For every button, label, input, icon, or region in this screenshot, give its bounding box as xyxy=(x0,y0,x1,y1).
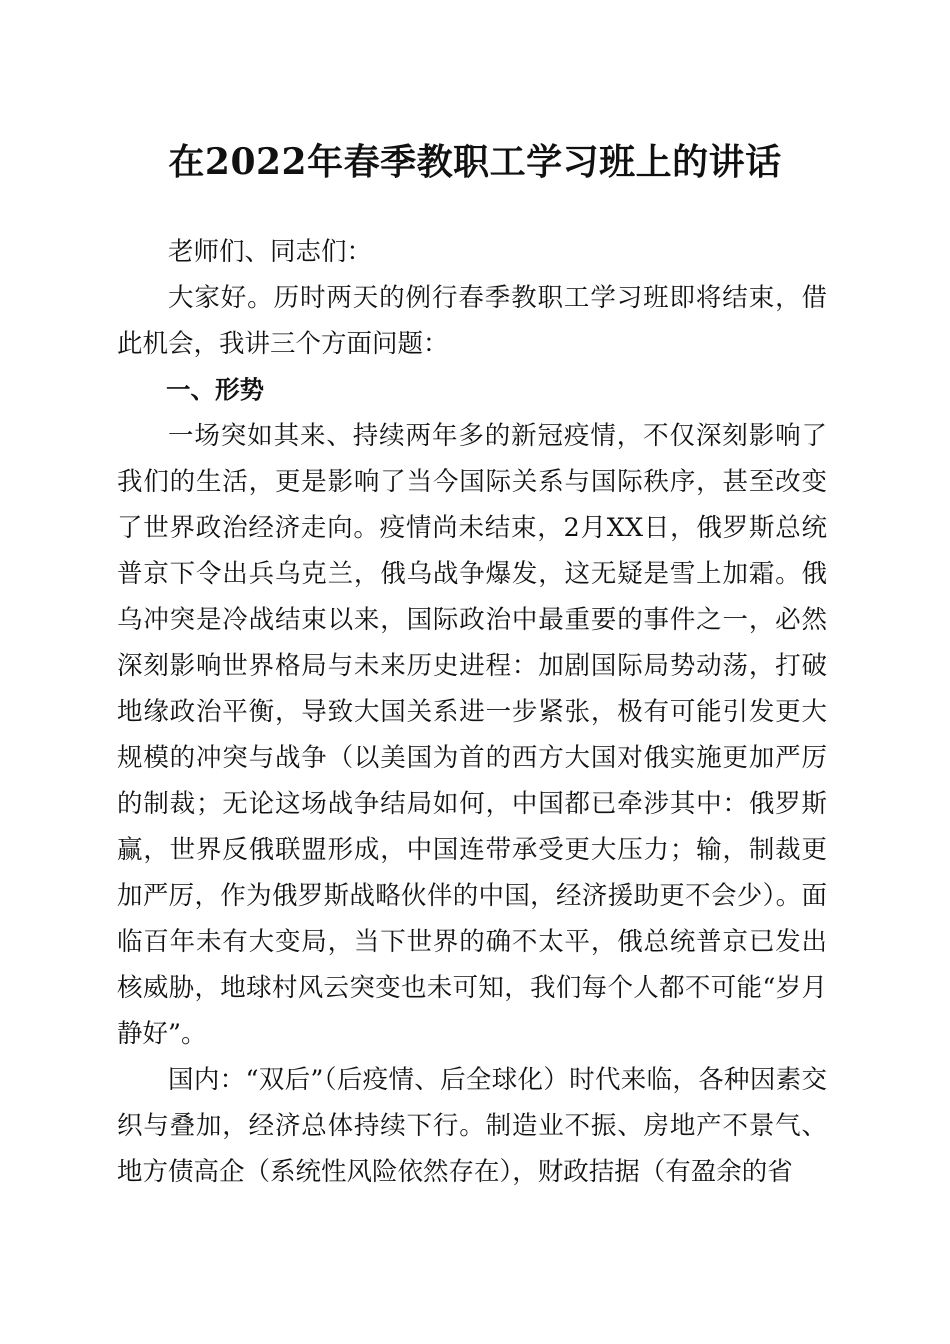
page-title: 在2022年春季教职工学习班上的讲话 xyxy=(168,141,782,183)
document-body xyxy=(117,229,827,1195)
intro-paragraph: 大家好。历时两天的例行春季教职工学习班即将结束，借此机会，我讲三个方面问题： xyxy=(117,283,827,359)
paragraph: 一场突如其来、持续两年多的新冠疫情，不仅深刻影响了我们的生活，更是影响了当今国际关系与国际秩序，甚至改变了世界政治经济走向。疫情尚未结束，2月XX日，俄罗斯总统普京下令出兵乌克兰，俄乌战争爆发，这无疑是雪上加霜。俄乌冲突是冷战结束以来，国际政治中最重要的事件之一，必然深刻影响世界格局与未来历史进程：加剧国际局势动荡，打破地缘政治平衡，导致大国关系进一步紧张，极有可能引发更大规模的冲突与战争（以美国为首的西方大国对俄实施更加严厉的制裁；无论这场战争结局如何，中国都已牵涉其中：俄罗斯赢，世界反俄联盟形成，中国连带承受更大压力；输，制裁更加严厉，作为俄罗斯战略伙伴的中国，经济援助更不会少）。面临百年未有大变局，当下世界的确不太平，俄总统普京已发出核威胁，地球村风云突变也未可知，我们每个人都不可能“岁月静好”。 xyxy=(117,421,827,1049)
paragraph: 国内：“双后”（后疫情、后全球化）时代来临，各种因素交织与叠加，经济总体持续下行。制造业不振、房地产不景气、地方债高企（系统性风险依然存在），财政拮据（有盈余的省 xyxy=(117,1065,827,1187)
section-heading: 一、形势 xyxy=(166,375,264,404)
salutation: 老师们、同志们： xyxy=(168,237,373,267)
